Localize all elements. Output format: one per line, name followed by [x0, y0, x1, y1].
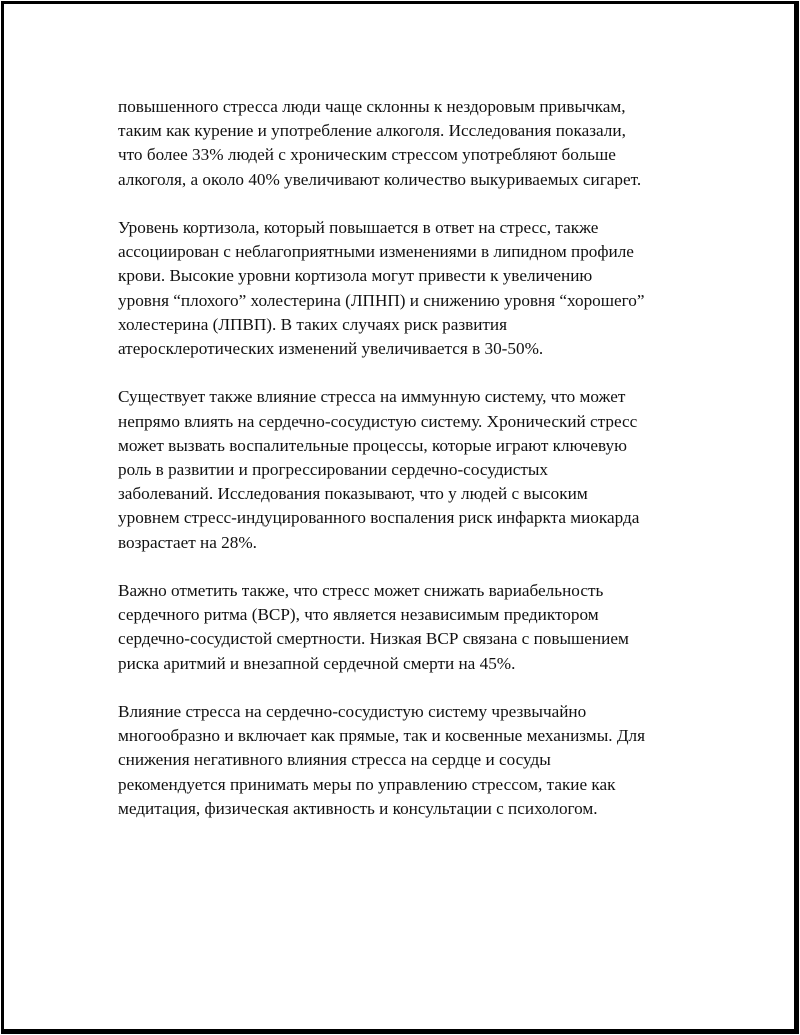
- text-line: сердечно-сосудистой смертности. Низкая ВСР связана с повышением: [118, 629, 629, 649]
- text-line: медитация, физическая активность и консультации с психологом.: [118, 798, 598, 818]
- text-line: может вызвать воспалительные процессы, которые играют ключевую: [118, 435, 627, 455]
- text-line: снижения негативного влияния стресса на сердце и сосуды: [118, 750, 551, 770]
- paragraph: [118, 95, 698, 192]
- text-line: уровня “плохого” холестерина (ЛПНП) и снижению уровня “хорошего”: [118, 290, 645, 310]
- text-line: атеросклеротических изменений увеличивается в 30-50%.: [118, 339, 544, 359]
- text-line: крови. Высокие уровни кортизола могут привести к увеличению: [118, 266, 593, 286]
- paragraph: [118, 216, 698, 361]
- document-body: [118, 95, 698, 845]
- text-line: многообразно и включает как прямые, так и косвенные механизмы. Для: [118, 726, 646, 746]
- text-line: что более 33% людей с хроническим стрессом употребляют больше: [118, 145, 616, 165]
- text-line: рекомендуется принимать меры по управлению стрессом, такие как: [118, 774, 616, 794]
- text-line: таким как курение и употребление алкоголя. Исследования показали,: [118, 121, 626, 141]
- text-line: ассоциирован с неблагоприятными изменениями в липидном профиле: [118, 242, 634, 262]
- text-line: Важно отметить также, что стресс может снижать вариабельность: [118, 581, 604, 601]
- paragraph: [118, 700, 698, 821]
- text-line: заболеваний. Исследования показывают, что у людей с высоким: [118, 484, 588, 504]
- text-line: сердечного ритма (ВСР), что является независимым предиктором: [118, 605, 599, 625]
- paragraph: [118, 385, 698, 554]
- text-line: Уровень кортизола, который повышается в ответ на стресс, также: [118, 218, 599, 237]
- text-line: алкоголя, а около 40% увеличивают количество выкуриваемых сигарет.: [118, 169, 642, 189]
- text-line: уровнем стресс-индуцированного воспаления риск инфаркта миокарда: [118, 508, 640, 528]
- text-line: риска аритмий и внезапной сердечной смерти на 45%.: [118, 653, 516, 673]
- text-line: Влияние стресса на сердечно-сосудистую систему чрезвычайно: [118, 702, 587, 722]
- page-frame: [1, 1, 799, 1034]
- text-line: возрастает на 28%.: [118, 532, 257, 552]
- text-line: роль в развитии и прогрессировании сердечно-сосудистых: [118, 460, 548, 480]
- text-line: повышенного стресса люди чаще склонны к нездоровым привычкам,: [118, 97, 626, 116]
- paragraph: [118, 579, 698, 676]
- text-line: холестерина (ЛПВП). В таких случаях риск развития: [118, 314, 508, 334]
- text-line: Существует также влияние стресса на иммунную систему, что может: [118, 387, 626, 407]
- text-line: непрямо влиять на сердечно-сосудистую систему. Хронический стресс: [118, 411, 638, 431]
